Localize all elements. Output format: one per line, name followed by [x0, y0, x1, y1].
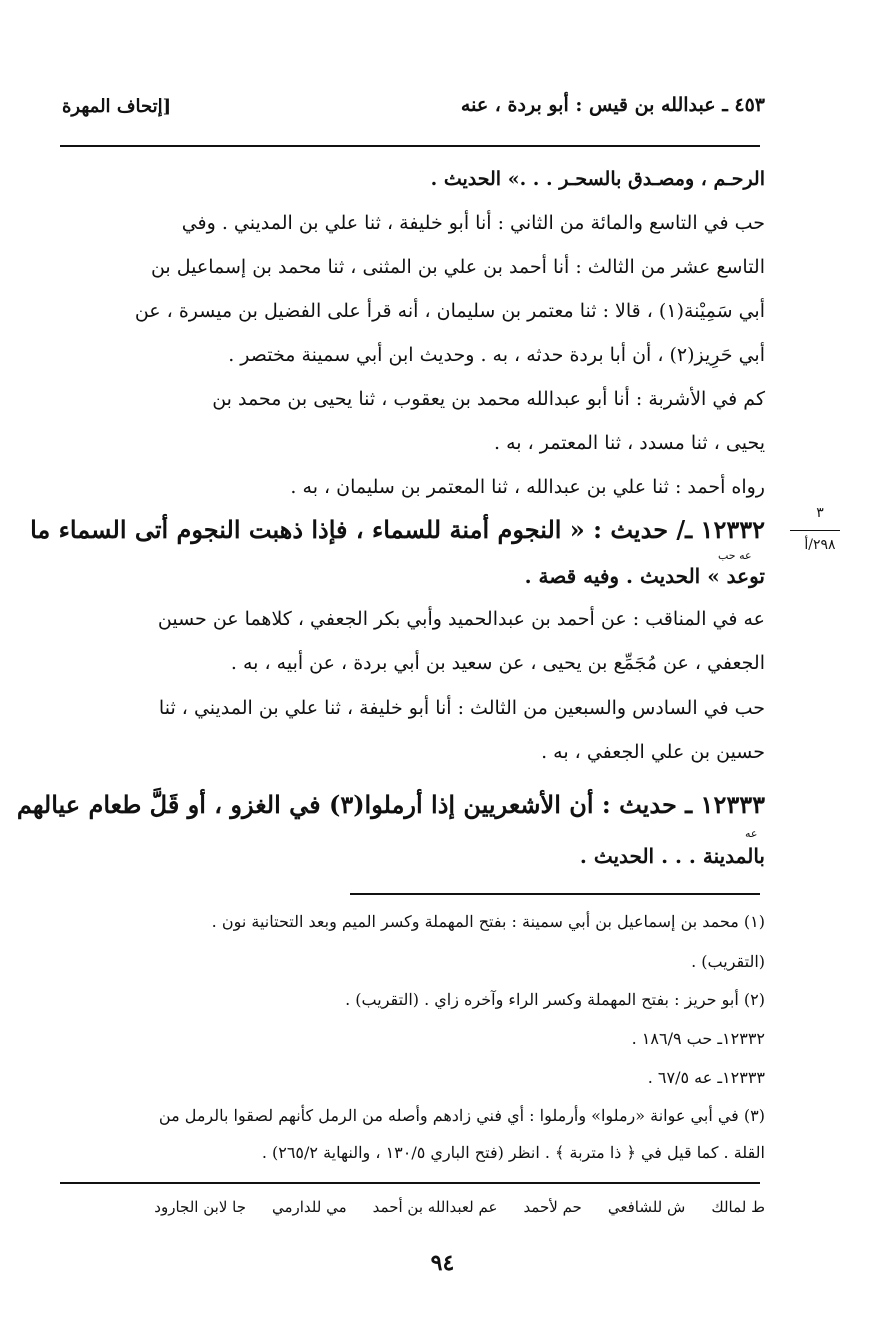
margin-rule — [790, 530, 840, 531]
sigla-item: ش للشافعي — [607, 1198, 686, 1216]
hadith-sigla-12332: عه حب — [718, 549, 752, 562]
text-line: أبي سَمِيْنة(١) ، قالا : ثنا معتمر بن سليمان ، أنه قرأ على الفضيل بن ميسرة ، عن — [134, 300, 765, 322]
text-line: الرحـم ، ومصـدق بالسحـر . . .» الحديث . — [430, 168, 765, 190]
text-line: رواه أحمد : ثنا علي بن عبدالله ، ثنا المعتمر بن سليمان ، به . — [290, 476, 765, 498]
sigla-item: حم لأحمد — [523, 1198, 582, 1216]
footnote: القلة . كما قيل في ﴿ ذا متربة ﴾ . انظر (فتح الباري ١٣٠/٥ ، والنهاية ٢٦٥/٢) . — [261, 1143, 765, 1162]
margin-number: ٣ — [816, 505, 824, 521]
header-rule — [60, 145, 760, 147]
text-line: كم في الأشربة : أنا أبو عبدالله محمد بن يعقوب ، ثنا يحيى بن محمد بن — [212, 388, 765, 410]
text-line: توعد » الحديث . وفيه قصة . — [524, 564, 765, 588]
sigla-legend — [154, 1198, 765, 1216]
text-line: بالمدينة . . . الحديث . — [579, 844, 765, 868]
text-line: عه في المناقب : عن أحمد بن عبدالحميد وأبي بكر الجعفي ، كلاهما عن حسين — [157, 608, 765, 630]
text-line: حب في التاسع والمائة من الثاني : أنا أبو خليفة ، ثنا علي بن المديني . وفي — [181, 212, 765, 234]
text-line: أبي حَرِيز(٢) ، أن أبا بردة حدثه ، به . وحديث ابن أبي سمينة مختصر . — [228, 344, 765, 366]
text-line: الجعفي ، عن مُجَمِّع بن يحيى ، عن سعيد بن أبي بردة ، عن أبيه ، به . — [230, 652, 765, 674]
footnote: (٣) في أبي عوانة «رملوا» وأرملوا : أي فني زادهم وأصله من الرمل كأنهم لصقوا بالرمل من — [158, 1106, 765, 1125]
footnote: ١٢٣٣٢ـ حب ١٨٦/٩ . — [631, 1029, 765, 1048]
sigla-item: جا لابن الجارود — [154, 1198, 246, 1216]
margin-ref: ٢٩٨/أ — [804, 537, 836, 553]
running-title: ٤٥٣ ـ عبدالله بن قيس : أبو بردة ، عنه — [460, 94, 765, 116]
text-line: يحيى ، ثنا مسدد ، ثنا المعتمر ، به . — [494, 432, 765, 454]
hadith-sigla-12333: عه — [745, 827, 758, 840]
sigla-item: مي للدارمي — [271, 1198, 347, 1216]
sigla-item: عم لعبدالله بن أحمد — [372, 1198, 498, 1216]
text-line: التاسع عشر من الثالث : أنا أحمد بن علي بن المثنى ، ثنا محمد بن إسماعيل بن — [150, 256, 765, 278]
sigla-rule — [60, 1182, 760, 1184]
book-title: [إتحاف المهرة — [62, 96, 172, 117]
footnote: ١٢٣٣٣ـ عه ٦٧/٥ . — [647, 1068, 765, 1087]
text-line: حب في السادس والسبعين من الثالث : أنا أبو خليفة ، ثنا علي بن المديني ، ثنا — [158, 697, 765, 719]
page-number: ٩٤ — [430, 1250, 455, 1276]
hadith-heading-12333: ١٢٣٣٣ ـ حديث : أن الأشعريين إذا أرملوا(٣) في الغزو ، أو قَلَّ طعام عيالهم — [16, 790, 765, 819]
text-line: حسين بن علي الجعفي ، به . — [541, 741, 765, 763]
sigla-item: ط لمالك — [711, 1198, 765, 1216]
footnote-rule — [350, 893, 760, 895]
hadith-heading-12332: ١٢٣٣٢ ـ/ حديث : « النجوم أمنة للسماء ، فإذا ذهبت النجوم أتى السماء ما — [30, 515, 765, 544]
footnote: (٢) أبو حريز : بفتح المهملة وكسر الراء وآخره زاي . (التقريب) . — [345, 990, 765, 1009]
footnote: (١) محمد بن إسماعيل بن أبي سمينة : بفتح المهملة وكسر الميم وبعد التحتانية نون . — [211, 912, 765, 931]
footnote: (التقريب) . — [691, 952, 765, 971]
